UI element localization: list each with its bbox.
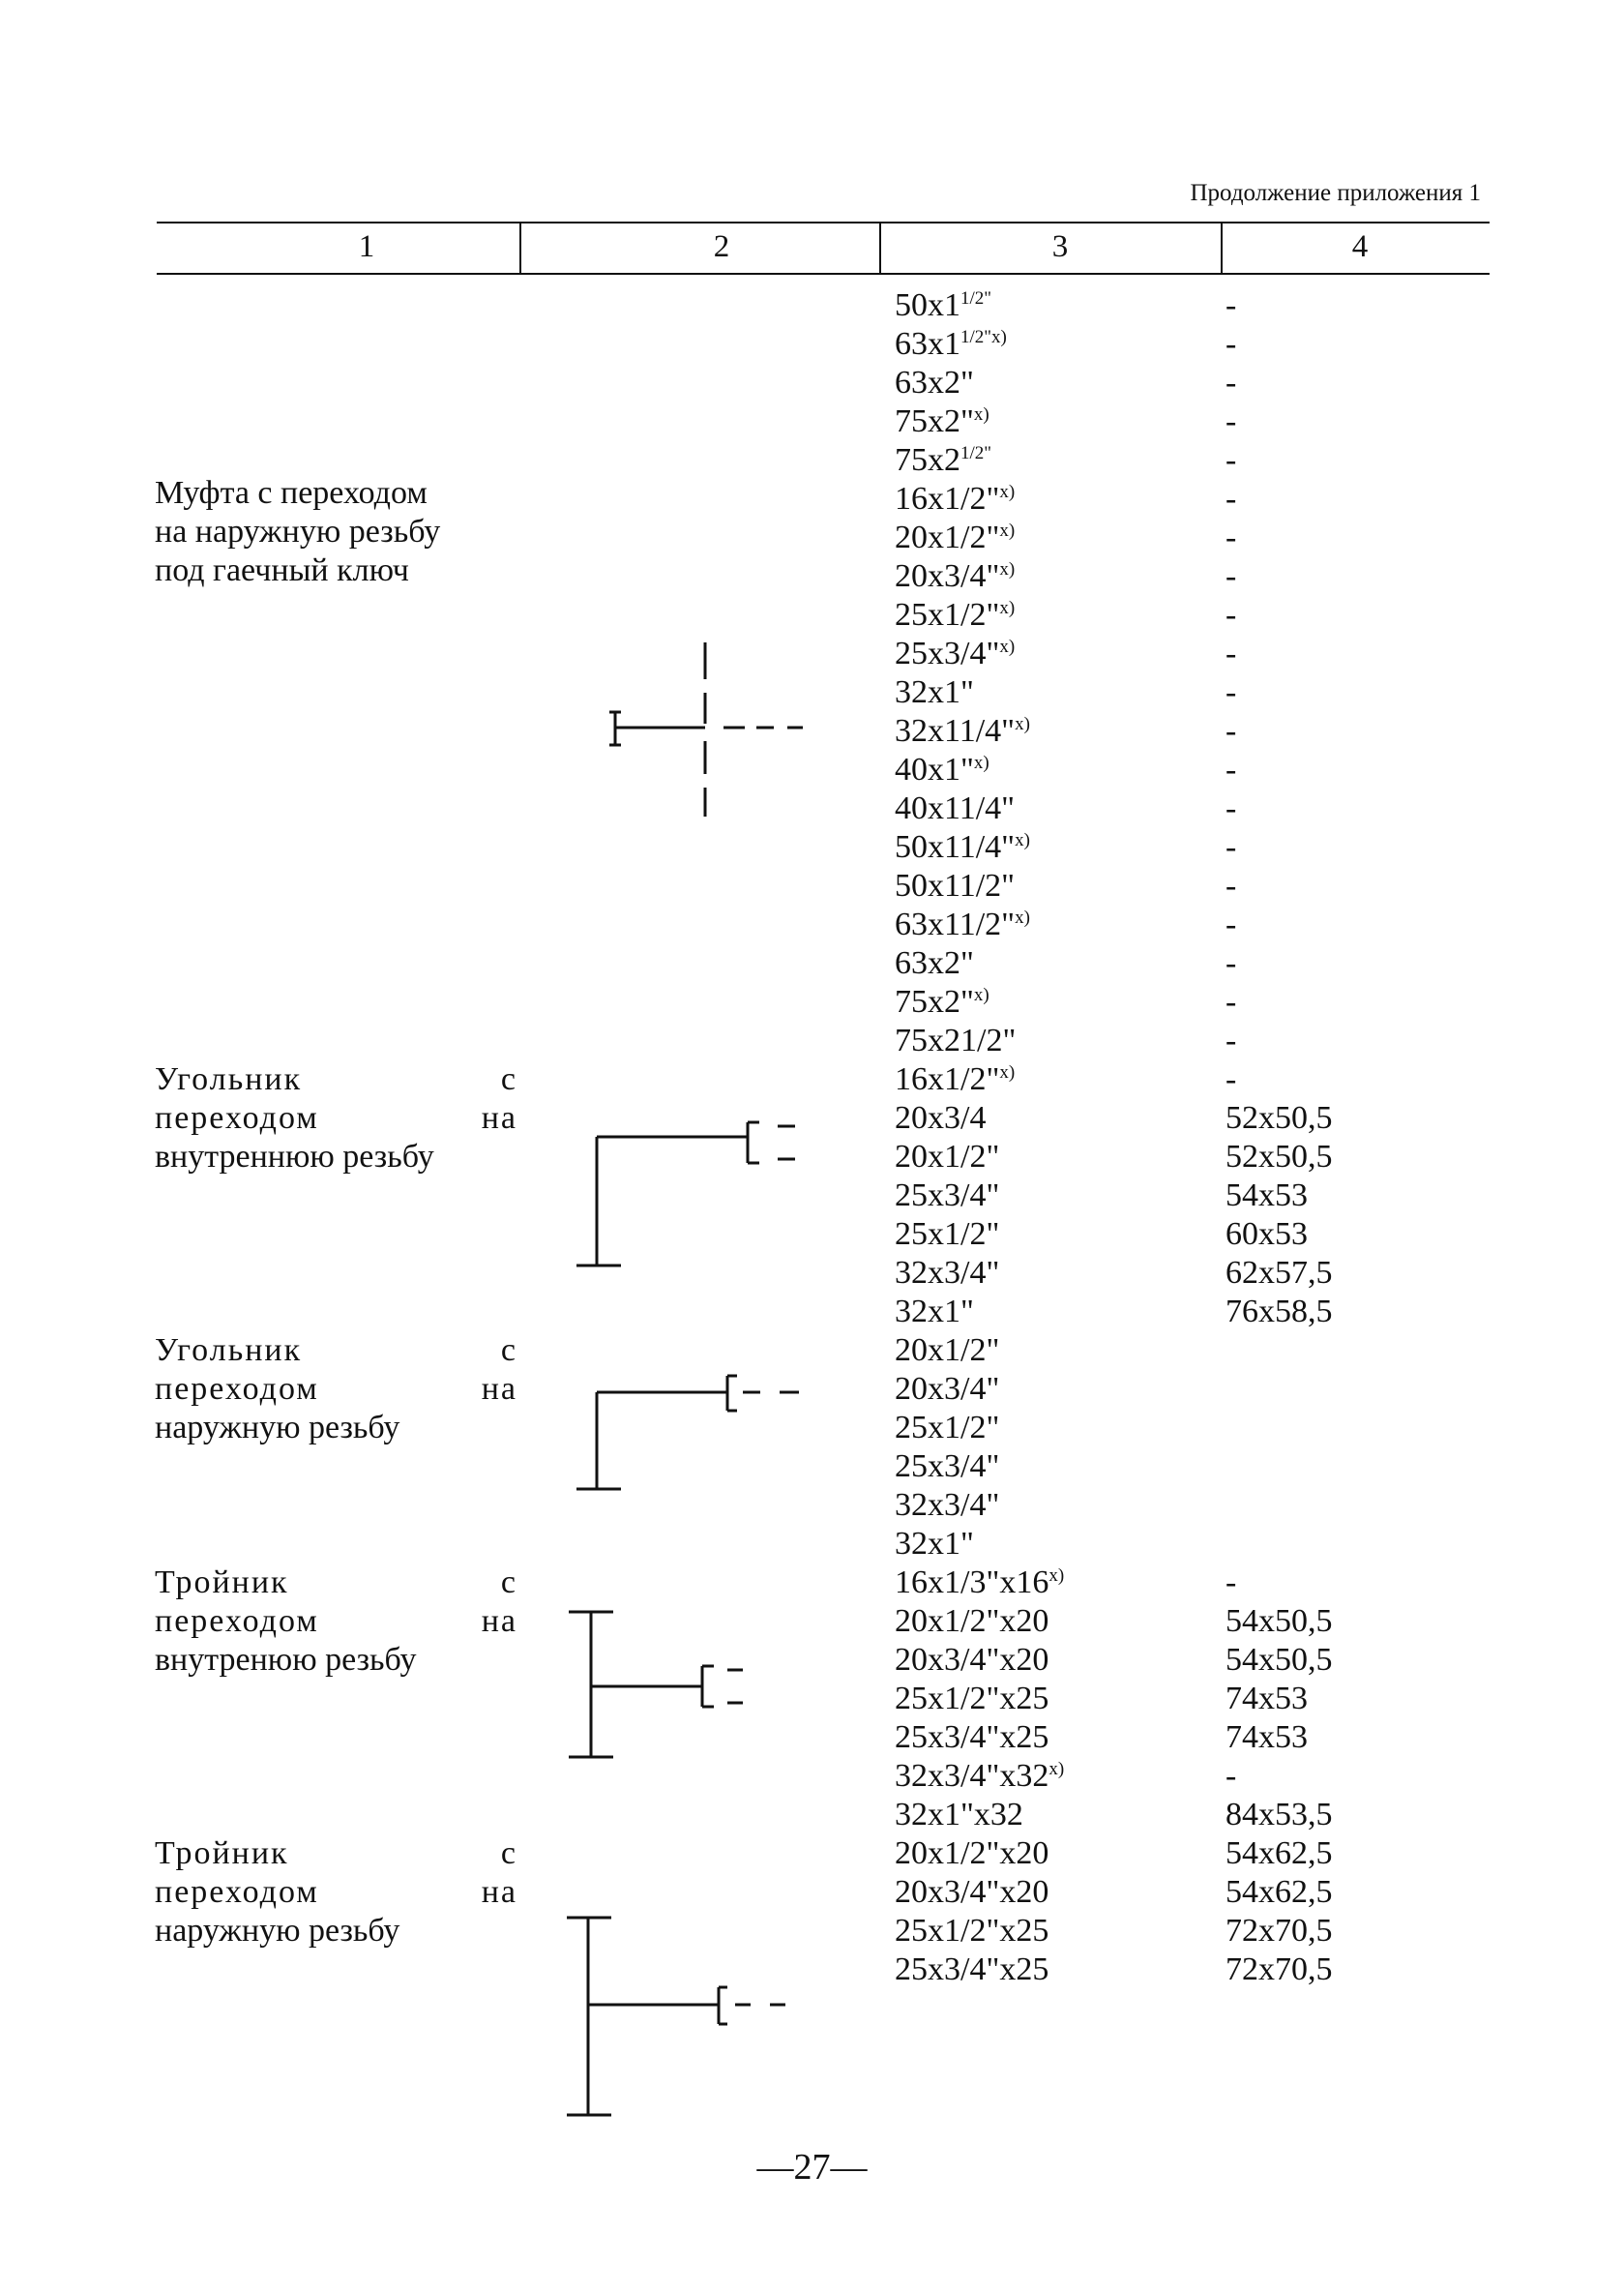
size-cell bbox=[895, 441, 1064, 480]
size-cell bbox=[895, 1447, 1064, 1486]
name-word: на bbox=[481, 1603, 517, 1639]
elbow-female-thread-symbol-icon bbox=[576, 1122, 795, 1266]
dimension-cell: - bbox=[1225, 403, 1237, 439]
name-word: Угольник bbox=[155, 1332, 303, 1368]
dimension-cell: - bbox=[1225, 907, 1237, 942]
size-value: 16x1/2" bbox=[895, 481, 1000, 517]
size-cell bbox=[895, 596, 1064, 635]
size-value: 32x1" bbox=[895, 674, 974, 710]
size-value: 50x11/2" bbox=[895, 868, 1016, 904]
name-word: переходом bbox=[155, 1100, 319, 1136]
size-cell bbox=[895, 364, 1064, 402]
size-superscript: x) bbox=[999, 637, 1016, 657]
dimension-cell: 72x70,5 bbox=[1225, 1951, 1333, 1987]
size-superscript: x) bbox=[1048, 1565, 1065, 1586]
name-word: Угольник bbox=[155, 1061, 303, 1097]
size-cell bbox=[895, 906, 1064, 944]
size-cell bbox=[895, 1293, 1064, 1331]
dimension-cell: 52x50,5 bbox=[1225, 1139, 1333, 1175]
size-cell bbox=[895, 1834, 1064, 1873]
size-value: 20x3/4" bbox=[895, 558, 1000, 594]
size-value: 25x3/4"x25 bbox=[895, 1951, 1049, 1987]
size-cell bbox=[895, 1486, 1064, 1525]
size-cell bbox=[895, 1641, 1064, 1680]
size-value: 25x1/2"x25 bbox=[895, 1681, 1049, 1716]
name-line: внутреннюю резьбу bbox=[155, 1139, 434, 1175]
dimension-cell bbox=[1225, 1331, 1333, 1370]
size-cell bbox=[895, 519, 1064, 557]
size-cell bbox=[895, 751, 1064, 789]
dimension-cell bbox=[1225, 1447, 1333, 1486]
column-header-2: 2 bbox=[713, 229, 730, 264]
dimension-cell: - bbox=[1225, 945, 1237, 981]
dimension-cell: - bbox=[1225, 520, 1237, 555]
dimension-cell: - bbox=[1225, 1564, 1237, 1600]
name-word: на bbox=[481, 1874, 517, 1910]
size-value: 20x3/4"x20 bbox=[895, 1642, 1049, 1678]
dimension-cell: 54x62,5 bbox=[1225, 1835, 1333, 1871]
column-header-1: 1 bbox=[358, 229, 375, 264]
size-value: 25x1/2"x25 bbox=[895, 1913, 1049, 1949]
size-superscript: x) bbox=[999, 598, 1016, 618]
size-cell bbox=[895, 1370, 1064, 1409]
size-superscript: 1/2" bbox=[960, 288, 992, 309]
size-cell bbox=[895, 1254, 1064, 1293]
dimension-cell: 74x53 bbox=[1225, 1681, 1308, 1716]
size-cell bbox=[895, 1680, 1064, 1718]
name-word: с bbox=[500, 1564, 517, 1600]
name-word: с bbox=[500, 1332, 517, 1368]
name-word: с bbox=[500, 1835, 517, 1871]
dimension-cell: - bbox=[1225, 752, 1237, 788]
dimension-cell: 54x50,5 bbox=[1225, 1603, 1333, 1639]
size-value: 25x3/4" bbox=[895, 636, 1000, 671]
tee-female-thread-symbol-icon bbox=[569, 1612, 743, 1757]
size-superscript: x) bbox=[973, 404, 989, 425]
page-number: —27— bbox=[756, 2147, 868, 2188]
size-superscript: x) bbox=[1015, 908, 1030, 928]
dimension-cell: 52x50,5 bbox=[1225, 1100, 1333, 1136]
size-cell bbox=[895, 557, 1064, 596]
size-cell bbox=[895, 712, 1064, 751]
dimension-cell: - bbox=[1225, 1023, 1237, 1058]
continuation-note: Продолжение приложения 1 bbox=[1190, 180, 1481, 206]
name-word: на bbox=[481, 1371, 517, 1407]
column-header-3: 3 bbox=[1051, 229, 1069, 264]
size-superscript: x) bbox=[999, 521, 1016, 541]
name-word: переходом bbox=[155, 1371, 319, 1407]
tee-male-thread-symbol-icon bbox=[567, 1918, 785, 2115]
size-cell bbox=[895, 1873, 1064, 1912]
size-cell bbox=[895, 1757, 1064, 1796]
dimension-cell: 54x50,5 bbox=[1225, 1642, 1333, 1678]
size-cell bbox=[895, 1602, 1064, 1641]
size-value: 32x3/4" bbox=[895, 1487, 1000, 1523]
size-value: 75x2" bbox=[895, 403, 974, 439]
name-line: Муфта с переходом bbox=[155, 475, 428, 511]
dimension-cell: 76x58,5 bbox=[1225, 1294, 1333, 1329]
size-cell bbox=[895, 983, 1064, 1022]
size-value: 32x3/4" bbox=[895, 1255, 1000, 1291]
size-value: 40x1" bbox=[895, 752, 974, 788]
size-value: 25x1/2" bbox=[895, 1410, 1000, 1445]
size-value: 63x2" bbox=[895, 945, 974, 981]
elbow-male-thread-symbol-icon bbox=[576, 1376, 799, 1489]
size-value: 25x3/4" bbox=[895, 1448, 1000, 1484]
dimension-cell: - bbox=[1225, 597, 1237, 633]
size-value: 16x1/2" bbox=[895, 1061, 1000, 1097]
size-cell bbox=[895, 1331, 1064, 1370]
size-superscript: 1/2"x) bbox=[960, 327, 1007, 347]
name-word: Тройник bbox=[155, 1835, 289, 1871]
dimension-cell: 62x57,5 bbox=[1225, 1255, 1333, 1291]
size-value: 25x1/2" bbox=[895, 1216, 1000, 1252]
size-value: 50x11/4" bbox=[895, 829, 1016, 865]
column-header-4: 4 bbox=[1351, 229, 1369, 264]
dimension-cell: - bbox=[1225, 1758, 1237, 1794]
size-superscript: x) bbox=[999, 1062, 1016, 1083]
size-value: 75x2" bbox=[895, 984, 974, 1020]
dimension-cell: - bbox=[1225, 674, 1237, 710]
size-superscript: x) bbox=[999, 559, 1016, 580]
name-word: переходом bbox=[155, 1603, 319, 1639]
size-cell bbox=[895, 789, 1064, 828]
dimension-cell bbox=[1225, 1370, 1333, 1409]
name-word: с bbox=[500, 1061, 517, 1097]
size-cell bbox=[895, 1563, 1064, 1602]
dimension-cell: - bbox=[1225, 713, 1237, 749]
size-superscript: x) bbox=[1015, 830, 1030, 850]
size-value: 20x1/2" bbox=[895, 1139, 1000, 1175]
size-superscript: x) bbox=[999, 482, 1016, 502]
size-cell bbox=[895, 1099, 1064, 1138]
size-value: 32x3/4"x32 bbox=[895, 1758, 1049, 1794]
size-value: 32x1" bbox=[895, 1526, 974, 1562]
size-value: 63x11/2" bbox=[895, 907, 1016, 942]
size-value: 32x1"x32 bbox=[895, 1797, 1023, 1832]
size-value: 20x1/2"x20 bbox=[895, 1603, 1049, 1639]
size-value: 63x1 bbox=[895, 326, 960, 362]
dimension-cell: 84x53,5 bbox=[1225, 1797, 1333, 1832]
size-value: 20x3/4"x20 bbox=[895, 1874, 1049, 1910]
dimension-cell: - bbox=[1225, 326, 1237, 362]
size-cell bbox=[895, 1718, 1064, 1757]
dimension-cell: 60x53 bbox=[1225, 1216, 1308, 1252]
dimension-cell: - bbox=[1225, 558, 1237, 594]
size-value: 25x3/4" bbox=[895, 1177, 1000, 1213]
size-value: 32x11/4" bbox=[895, 713, 1016, 749]
name-line: наружную резьбу bbox=[155, 1410, 400, 1445]
size-cell bbox=[895, 480, 1064, 519]
size-column bbox=[895, 286, 1064, 1989]
size-cell bbox=[895, 673, 1064, 712]
size-value: 20x3/4 bbox=[895, 1100, 987, 1136]
size-superscript: x) bbox=[1015, 714, 1030, 734]
name-line: внутренюю резьбу bbox=[155, 1642, 417, 1678]
size-value: 20x3/4" bbox=[895, 1371, 1000, 1407]
size-value: 25x3/4"x25 bbox=[895, 1719, 1049, 1755]
dimension-cell: - bbox=[1225, 790, 1237, 826]
dimension-cell: - bbox=[1225, 287, 1237, 323]
name-line: наружную резьбу bbox=[155, 1913, 400, 1949]
dimension-cell: - bbox=[1225, 829, 1237, 865]
size-cell bbox=[895, 1912, 1064, 1951]
size-value: 32x1" bbox=[895, 1294, 974, 1329]
coupling-male-thread-wrench-symbol-icon bbox=[609, 642, 803, 817]
size-cell bbox=[895, 1215, 1064, 1254]
size-cell bbox=[895, 1409, 1064, 1447]
size-value: 25x1/2" bbox=[895, 597, 1000, 633]
size-superscript: 1/2" bbox=[960, 443, 992, 463]
size-cell bbox=[895, 1525, 1064, 1563]
size-cell bbox=[895, 828, 1064, 867]
size-value: 50x1 bbox=[895, 287, 960, 323]
dimension-cell: 54x53 bbox=[1225, 1177, 1308, 1213]
size-value: 20x1/2"x20 bbox=[895, 1835, 1049, 1871]
size-cell bbox=[895, 867, 1064, 906]
name-word: переходом bbox=[155, 1874, 319, 1910]
size-cell bbox=[895, 1796, 1064, 1834]
size-value: 63x2" bbox=[895, 365, 974, 401]
dimension-cell bbox=[1225, 1409, 1333, 1447]
dimension-cell: 54x62,5 bbox=[1225, 1874, 1333, 1910]
name-line: под гаечный ключ bbox=[155, 552, 409, 588]
size-cell bbox=[895, 635, 1064, 673]
size-cell bbox=[895, 286, 1064, 325]
size-superscript: x) bbox=[973, 985, 989, 1005]
size-cell bbox=[895, 1951, 1064, 1989]
dimension-cell: 72x70,5 bbox=[1225, 1913, 1333, 1949]
dimension-cell: - bbox=[1225, 984, 1237, 1020]
dimension-cell: 74x53 bbox=[1225, 1719, 1308, 1755]
name-word: Тройник bbox=[155, 1564, 289, 1600]
dimension-cell: - bbox=[1225, 868, 1237, 904]
size-superscript: x) bbox=[973, 753, 989, 773]
size-superscript: x) bbox=[1048, 1759, 1065, 1779]
dimension-cell: - bbox=[1225, 481, 1237, 517]
size-cell bbox=[895, 1022, 1064, 1060]
size-value: 75x2 bbox=[895, 442, 960, 478]
size-cell bbox=[895, 325, 1064, 364]
dimension-cell: - bbox=[1225, 1061, 1237, 1097]
size-cell bbox=[895, 402, 1064, 441]
size-cell bbox=[895, 1138, 1064, 1176]
size-cell bbox=[895, 944, 1064, 983]
size-value: 40x11/4" bbox=[895, 790, 1016, 826]
dimension-cell bbox=[1225, 1486, 1333, 1525]
size-value: 75x21/2" bbox=[895, 1023, 1017, 1058]
dimension-cell: - bbox=[1225, 442, 1237, 478]
size-value: 20x1/2" bbox=[895, 520, 1000, 555]
name-word: на bbox=[481, 1100, 517, 1136]
size-value: 16x1/3"x16 bbox=[895, 1564, 1049, 1600]
name-line: на наружную резьбу bbox=[155, 514, 441, 550]
dimension-cell: - bbox=[1225, 365, 1237, 401]
dimension-cell: - bbox=[1225, 636, 1237, 671]
size-cell bbox=[895, 1176, 1064, 1215]
size-value: 20x1/2" bbox=[895, 1332, 1000, 1368]
dimension-cell bbox=[1225, 1525, 1333, 1563]
size-cell bbox=[895, 1060, 1064, 1099]
dimension-column bbox=[1225, 286, 1333, 1989]
